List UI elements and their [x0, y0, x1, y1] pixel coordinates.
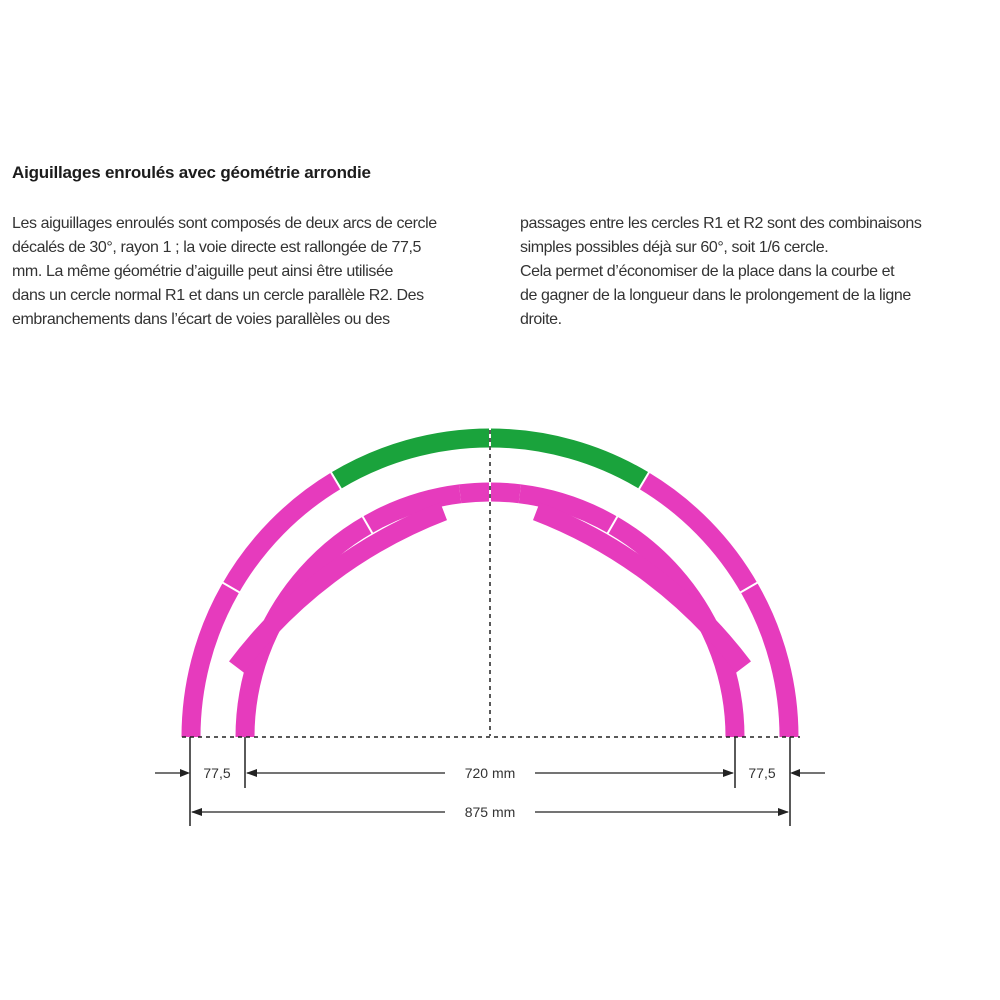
description-line: Les aiguillages enroulés sont composés de deux arcs de cercle [12, 215, 437, 232]
arrowhead [723, 769, 734, 777]
description-line: de gagner de la longueur dans le prolongement de la ligne [520, 287, 911, 304]
dim-label-right-extension: 77,5 [748, 765, 776, 781]
arrowhead [778, 808, 789, 816]
description-line: décalés de 30°, rayon 1 ; la voie directe est rallongée de 77,5 [12, 239, 422, 256]
description-line: simples possibles déjà sur 60°, soit 1/6 cercle. [520, 239, 829, 256]
description-line: passages entre les cercles R1 et R2 sont des combinaisons [520, 215, 922, 232]
dim-label-middle: 720 mm [464, 765, 516, 781]
description-line: Cela permet d’économiser de la place dans la courbe et [520, 263, 895, 280]
arrowhead [246, 769, 257, 777]
description-line: mm. La même géométrie d’aiguille peut ainsi être utilisée [12, 263, 393, 280]
arrowhead [191, 808, 202, 816]
description-line: dans un cercle normal R1 et dans un cercle parallèle R2. Des [12, 287, 424, 304]
dim-label-left-extension: 77,5 [203, 765, 231, 781]
outer-track-right [644, 481, 789, 737]
description-line: droite. [520, 311, 562, 328]
dim-label-total: 875 mm [464, 804, 516, 820]
description-line: embranchements dans l’écart de voies parallèles ou des [12, 311, 390, 328]
arrowhead [180, 769, 190, 777]
arrowhead [790, 769, 800, 777]
outer-track-left [191, 481, 336, 737]
section-title: Aiguillages enroulés avec géométrie arrondie [12, 163, 371, 182]
